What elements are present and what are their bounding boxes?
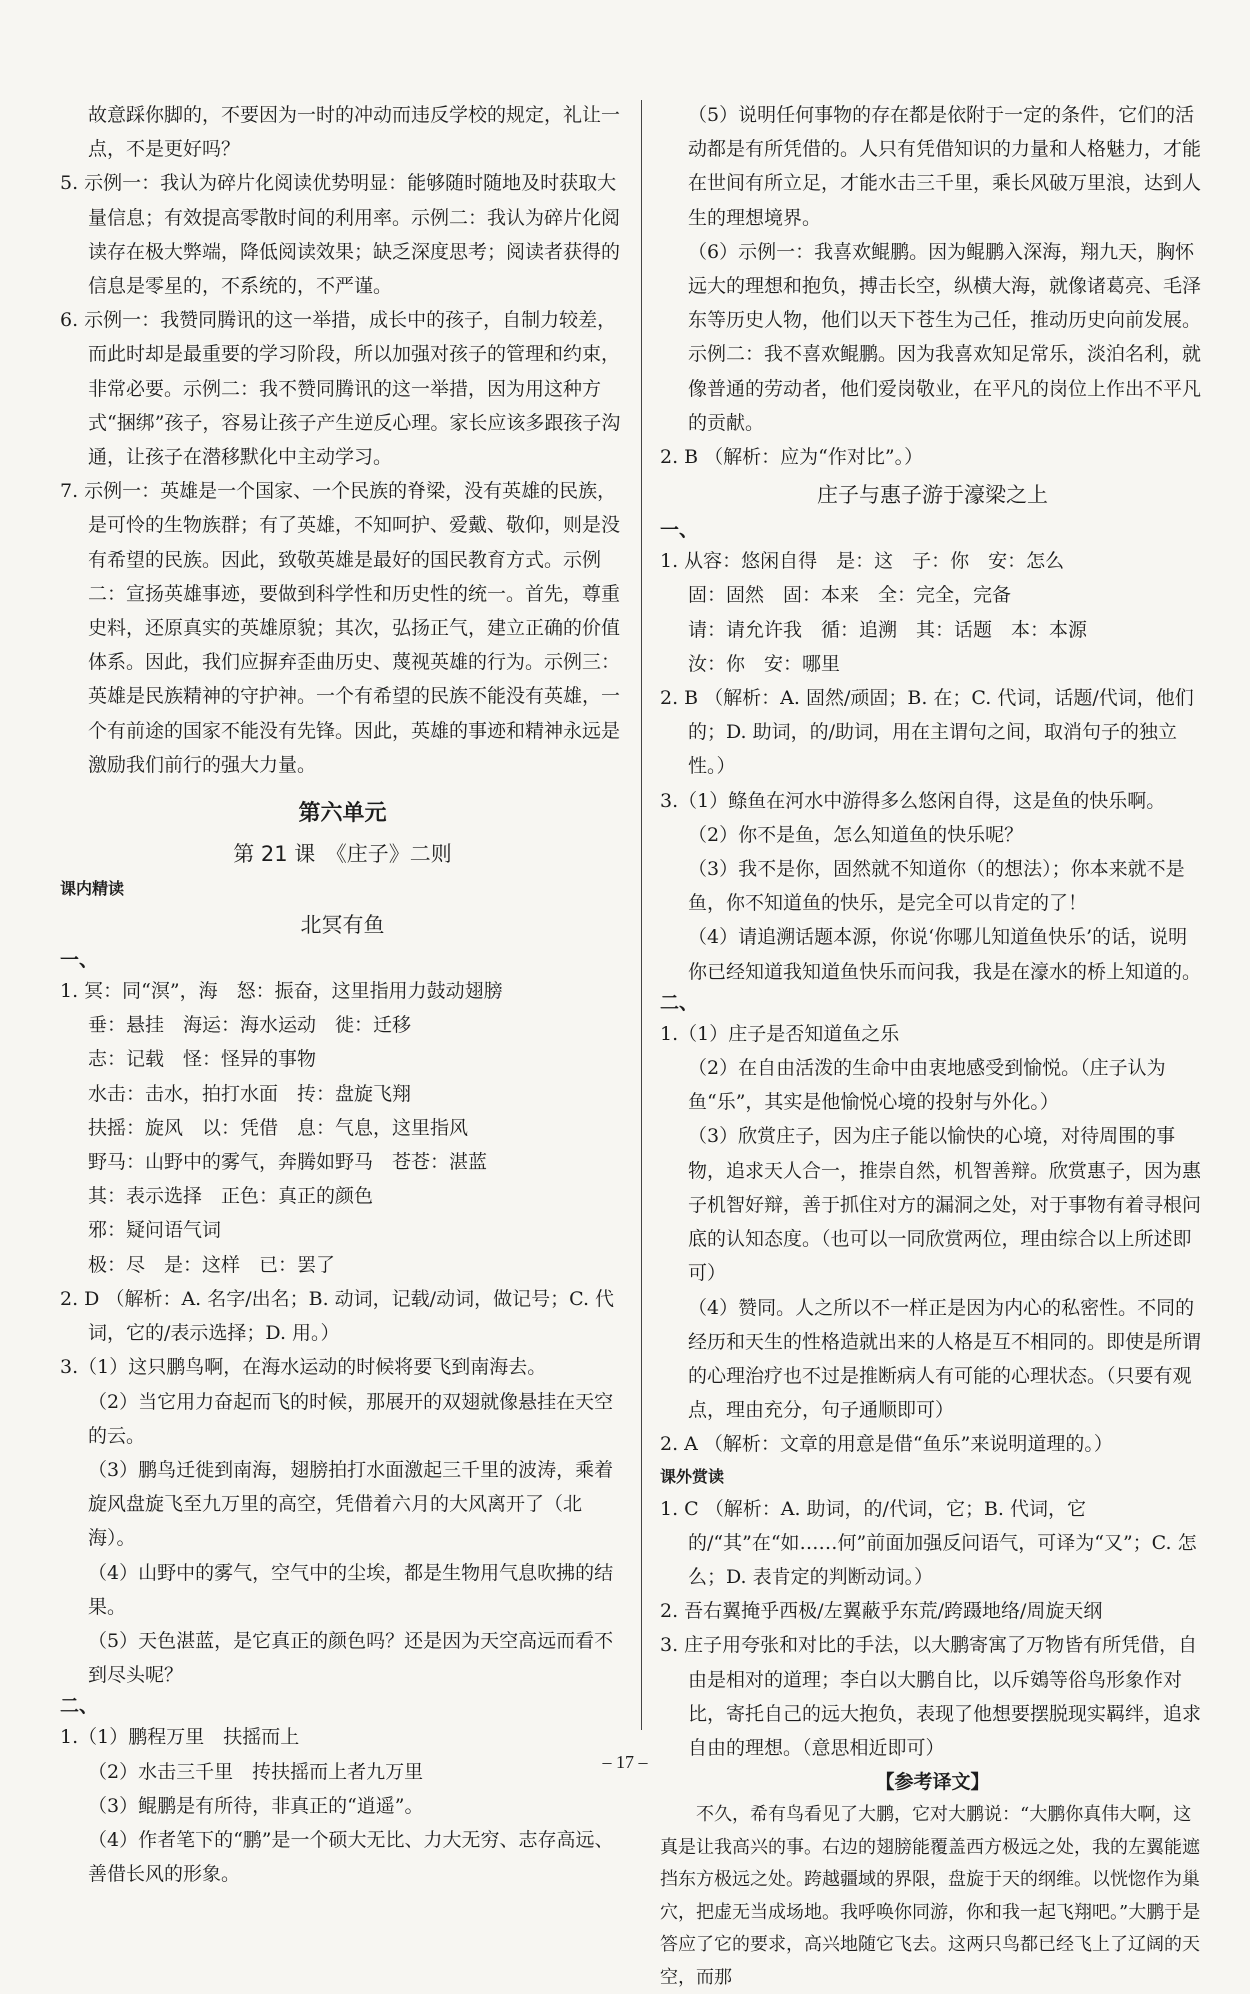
answer-line: （2）当它用力奋起而飞的时候，那展开的双翅就像悬挂在天空的云。 (88, 1390, 614, 1447)
answer-line: （4）山野中的雾气，空气中的尘埃，都是生物用气息吹拂的结果。 (88, 1561, 614, 1618)
answer-line: 1. 冥：同“溟”，海 怒：振奋，这里指用力鼓动翅膀 (60, 980, 503, 1003)
answer-line: （6）示例一：我喜欢鲲鹏。因为鲲鹏入深海，翔九天，胸怀远大的理想和抱负，搏击长空，纵横大海，就像诸葛亮、毛泽东等历史人物，他们以天下苍生为己任，推动历史向前发展。示例二：我不喜欢鲲鹏。因为我喜欢知足常乐，淡泊名利，就像普通的劳动者，他们爱岗敬业，在平凡的岗位上作出不平凡的贡献。 (688, 240, 1202, 434)
answer-line: 故意踩你脚的，不要因为一时的冲动而违反学校的规定，礼让一点，不是更好吗？ (88, 104, 621, 161)
answer-line: （4）请追溯话题本源，你说‘你哪儿知道鱼快乐’的话，说明你已经知道我知道鱼快乐而问我，我是在濠水的桥上知道的。 (688, 926, 1202, 983)
right-part-one-answers (660, 544, 1205, 989)
answer-line: （2）在自由活泼的生命中由衷地感受到愉悦。（庄子认为鱼“乐”，其实是他愉悦心境的投射与外化。） (688, 1057, 1166, 1114)
answer-line: 1.（1）庄子是否知道鱼之乐 (660, 1022, 900, 1045)
subtitle-haoliang: 庄子与惠子游于濠梁之上 (817, 483, 1048, 508)
part-one-label: 一、 (60, 949, 99, 972)
answer-line: 3.（1）这只鹏鸟啊，在海水运动的时候将要飞到南海去。 (60, 1356, 547, 1379)
answer-line: 水击：击水，拍打水面 抟：盘旋飞翔 (88, 1082, 412, 1105)
answer-line: 2. 吾右翼掩乎西极/左翼蔽乎东荒/跨蹑地络/周旋天纲 (660, 1600, 1103, 1623)
section-label-extra-reading: 课外赏读 (660, 1466, 725, 1486)
answer-line: 3. 庄子用夸张和对比的手法，以大鹏寄寓了万物皆有所凭借，自由是相对的道理；李白以大鹏自比，以斥鴳等俗鸟形象作对比，寄托自己的远大抱负，表现了他想要摆脱现实羁绊，追求自由的理想。（意思相近即可） (660, 1634, 1202, 1759)
answer-line: 2. B （解析：A. 固然/顽固；B. 在；C. 代词，话题/代词，他们的；D. 助词，的/助词，用在主谓句之间，取消句子的独立性。） (660, 687, 1194, 778)
page-number: – 17 – (602, 1752, 648, 1772)
answer-line: 1. 从容：悠闲自得 是：这 子：你 安：怎么 (660, 550, 1065, 573)
answer-line: （3）我不是你，固然就不知道你（的想法）；你本来就不是鱼，你不知道鱼的快乐，是完全可以肯定的了！ (688, 858, 1185, 915)
answer-line: 扶摇：旋风 以：凭借 息：气息，这里指风 (88, 1116, 469, 1139)
answer-line: （4）赞同。人之所以不一样正是因为内心的私密性。不同的经历和天生的性格造就出来的人格是互不相同的。即使是所谓的心理治疗也不过是推断病人有可能的心理状态。（只要有观点，理由充分，句子通顺即可） (688, 1296, 1202, 1422)
answer-line: （2）水击三千里 抟扶摇而上者九万里 (88, 1760, 424, 1783)
answer-line: （3）欣赏庄子，因为庄子能以愉快的心境，对待周围的事物，追求天人合一，推崇自然，机智善辩。欣赏惠子，因为惠子机智好辩，善于抓住对方的漏洞之处，对于事物有着寻根问底的认知态度。（也可以一同欣赏两位，理由综合以上所述即可） (688, 1125, 1202, 1285)
answer-line: （5）天色湛蓝，是它真正的颜色吗？还是因为天空高远而看不到尽头呢？ (88, 1629, 614, 1687)
answer-line: 5. 示例一：我认为碎片化阅读优势明显：能够随时随地及时获取大量信息；有效提高零散时间的利用率。示例二：我认为碎片化阅读存在极大弊端，降低阅读效果；缺乏深度思考；阅读者获得的信息是零星的，不系统的，不严谨。 (60, 172, 621, 298)
part-one-label: 一、 (660, 519, 699, 542)
subtitle-beiming: 北冥有鱼 (300, 913, 385, 938)
answer-line: 2. A （解析：文章的用意是借“鱼乐”来说明道理的。） (660, 1433, 1113, 1456)
answer-line: （4）作者笔下的“鹏”是一个硕大无比、力大无穷、志存高远、善借长风的形象。 (88, 1828, 614, 1886)
answer-line: 1. C （解析：A. 助词，的/代词，它；B. 代词，它的/“其”在“如……何”前面加强反问语气，可译为“又”；C. 怎么；D. 表肯定的判断动词。） (660, 1497, 1197, 1588)
answer-line: 垂：悬挂 海运：海水运动 徙：迁移 (88, 1014, 412, 1037)
section-label-in-class: 课内精读 (60, 879, 125, 899)
reference-translation-title: 【参考译文】 (875, 1771, 990, 1794)
unit-title: 第六单元 (298, 801, 387, 827)
left-part-two-answers (60, 1720, 625, 1891)
answer-line: 3.（1）鲦鱼在河水中游得多么悠闲自得，这是鱼的快乐啊。 (660, 789, 1166, 812)
answer-line: 极：尽 是：这样 已：罢了 (88, 1253, 336, 1276)
answer-line: （3）鲲鹏是有所待，非真正的“逍遥”。 (88, 1794, 424, 1817)
answer-line: 2. B （解析：应为“作对比”。） (660, 446, 924, 469)
right-intro-answers (660, 98, 1205, 474)
answer-line: 1.（1）鹏程万里 扶摇而上 (60, 1726, 300, 1749)
answer-line: 邪：疑问语气词 (88, 1219, 222, 1242)
answer-line: 汝：你 安：哪里 (688, 652, 841, 675)
answer-line: 请：请允许我 循：追溯 其：话题 本：本源 (688, 618, 1088, 641)
answer-line: 野马：山野中的雾气，奔腾如野马 苍苍：湛蓝 (88, 1151, 488, 1174)
right-extra-answers (660, 1492, 1205, 1766)
reference-translation-body: 不久，希有鸟看见了大鹏，它对大鹏说：“大鹏你真伟大啊，这真是让我高兴的事。右边的翅膀能覆盖西方极远之处，我的左翼能遮挡东方极远之处。跨越疆域的界限，盘旋于天的纲维。以恍惚作为巢穴，把虚无当成场地。我呼唤你同游，你和我一起飞翔吧。”大鹏于是答应了它的要求，高兴地随它飞去。这两只鸟都已经飞上了辽阔的天空，而那 (660, 1804, 1201, 1988)
left-part-one-answers (60, 974, 625, 1692)
left-intro-answers (60, 98, 625, 782)
part-two-label: 二、 (60, 1695, 99, 1718)
answer-line: 7. 示例一：英雄是一个国家、一个民族的脊梁，没有英雄的民族，是可怜的生物族群；有了英雄，不知呵护、爱戴、敬仰，则是没有希望的民族。因此，致敬英雄是最好的国民教育方式。示例二：宣扬英雄事迹，要做到科学性和历史性的统一。首先，尊重史料，还原真实的英雄原貌；其次，弘扬正气，建立正确的价值体系。因此，我们应摒弃歪曲历史、蔑视英雄的行为。示例三：英雄是民族精神的守护神。一个有希望的民族不能没有英雄，一个有前途的国家不能没有先锋。因此，英雄的事迹和精神永远是激励我们前行的强大力量。 (60, 480, 621, 776)
answer-line: （5）说明任何事物的存在都是依附于一定的条件，它们的活动都是有所凭借的。人只有凭借知识的力量和人格魅力，才能在世间有所立足，才能水击三千里，乘长风破万里浪，达到人生的理想境界。 (688, 104, 1202, 229)
answer-line: 志：记载 怪：怪异的事物 (88, 1048, 317, 1071)
answer-line: （2）你不是鱼，怎么知道鱼的快乐呢？ (688, 823, 1024, 846)
right-part-two-answers (660, 1017, 1205, 1462)
part-two-label: 二、 (660, 991, 699, 1014)
left-column (60, 98, 625, 1891)
answer-line: 2. D （解析：A. 名字/出名；B. 动词，记载/动词，做记号；C. 代词，它的/表示选择；D. 用。） (60, 1287, 615, 1345)
answer-line: （3）鹏鸟迁徙到南海，翅膀拍打水面激起三千里的波涛，乘着旋风盘旋飞至九万里的高空，凭借着六月的大风离开了（北海）。 (88, 1458, 614, 1550)
column-divider (641, 100, 642, 1730)
answer-line: 固：固然 固：本来 全：完全，完备 (688, 584, 1012, 607)
answer-line: 6. 示例一：我赞同腾讯的这一举措，成长中的孩子，自制力较差，而此时却是最重要的学习阶段，所以加强对孩子的管理和约束，非常必要。示例二：我不赞同腾讯的这一举措，因为用这种方式“捆绑”孩子，容易让孩子产生逆反心理。家长应该多跟孩子沟通，让孩子在潜移默化中主动学习。 (60, 309, 621, 469)
right-column (660, 98, 1205, 1994)
lesson-title: 第 21 课 《庄子》二则 (233, 842, 452, 867)
answer-line: 其：表示选择 正色：真正的颜色 (88, 1185, 374, 1208)
